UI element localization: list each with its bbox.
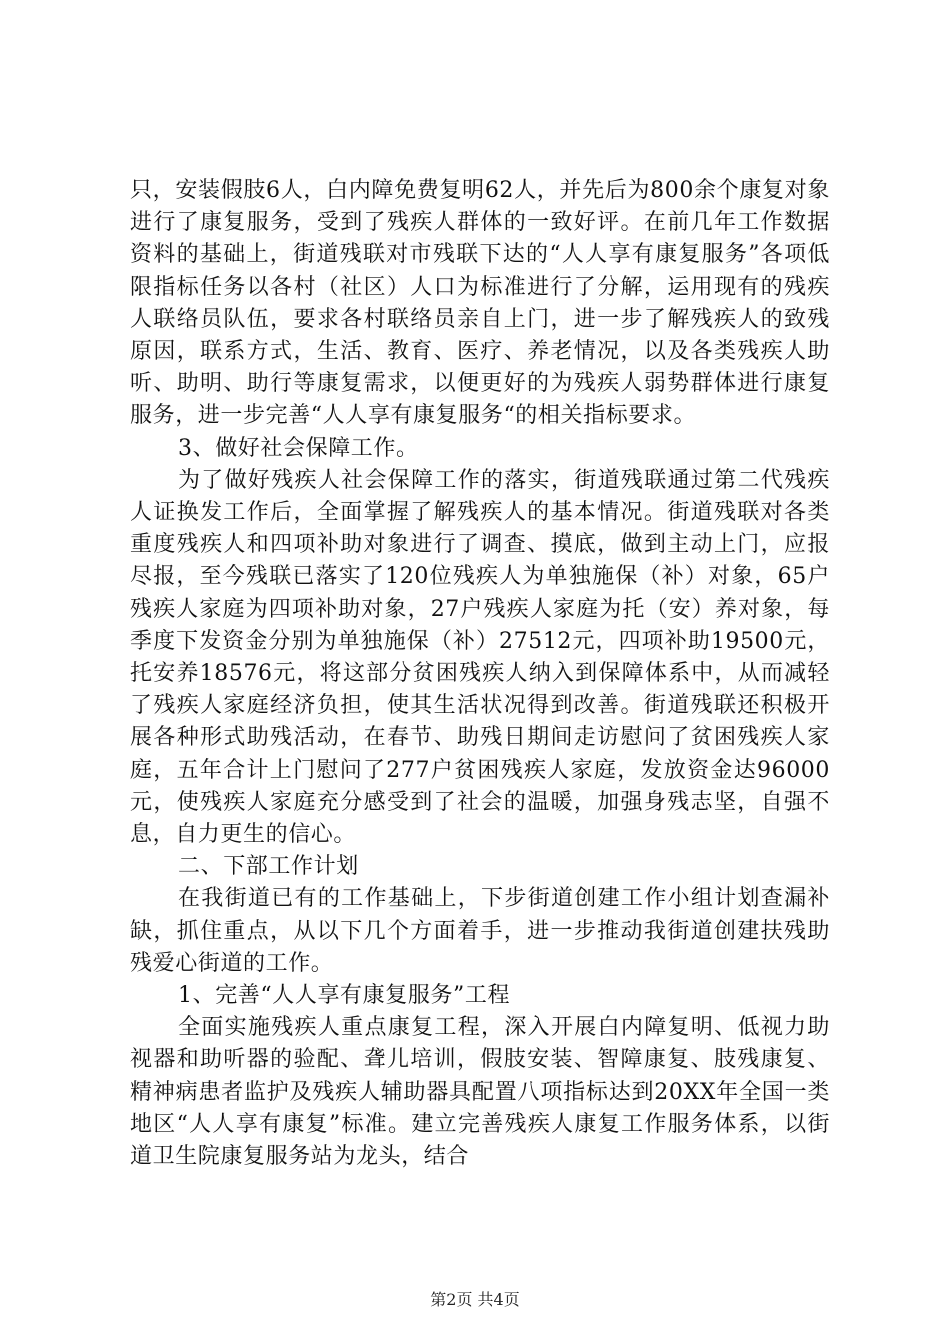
heading-work-plan: 二、下部工作计划 [178, 854, 359, 880]
document-body [130, 175, 830, 1173]
heading-rehab-project: 1、完善“人人享有康复服务”工程 [178, 983, 511, 1009]
paragraph-social-security: 为了做好残疾人社会保障工作的落实，街道残联通过第二代残疾人证换发工作后，全面掌握了解残疾人的基本情况。街道残联对各类重度残疾人和四项补助对象进行了调查、摸底，做到主动上门，应报尽报，至今残联已落实了120位残疾人为单独施保（补）对象，65户残疾人家庭为四项补助对象，27户残疾人家庭为托（安）养对象，每季度下发资金分别为单独施保（补）27512元，四项补助19500元，托安养18576元，将这部分贫困残疾人纳入到保障体系中，从而减轻了残疾人家庭经济负担，使其生活状况得到改善。街道残联还积极开展各种形式助残活动，在春节、助残日期间走访慰问了贫困残疾人家庭，五年合计上门慰问了277户贫困残疾人家庭，发放资金达96000元，使残疾人家庭充分感受到了社会的温暖，加强身残志坚，自强不息，自力更生的信心。 [130, 467, 830, 848]
page-footer: 第2页 共4页 [430, 1290, 520, 1309]
heading-social-security: 3、做好社会保障工作。 [178, 435, 419, 461]
paragraph-work-plan-intro: 在我街道已有的工作基础上，下步街道创建工作小组计划查漏补缺，抓住重点，从以下几个方面着手，进一步推动我街道创建扶残助残爱心街道的工作。 [130, 886, 830, 976]
paragraph-rehab-continued: 只，安装假肢6人，白内障免费复明62人，并先后为800余个康复对象进行了康复服务，受到了残疾人群体的一致好评。在前几年工作数据资料的基础上，街道残联对市残联下达的“人人享有康复服务”各项低限指标任务以各村（社区）人口为标准进行了分解，运用现有的残疾人联络员队伍，要求各村联络员亲自上门，进一步了解残疾人的致残原因，联系方式，生活、教育、医疗、养老情况，以及各类残疾人助听、助明、助行等康复需求，以便更好的为残疾人弱势群体进行康复服务，进一步完善“人人享有康复服务“的相关指标要求。 [130, 178, 830, 429]
paragraph-rehab-project: 全面实施残疾人重点康复工程，深入开展白内障复明、低视力助视器和助听器的验配、聋儿培训，假肢安装、智障康复、肢残康复、精神病患者监护及残疾人辅助器具配置八项指标达到20XX年全国一类地区“人人享有康复”标准。建立完善残疾人康复工作服务体系，以街道卫生院康复服务站为龙头，结合 [130, 1015, 830, 1170]
